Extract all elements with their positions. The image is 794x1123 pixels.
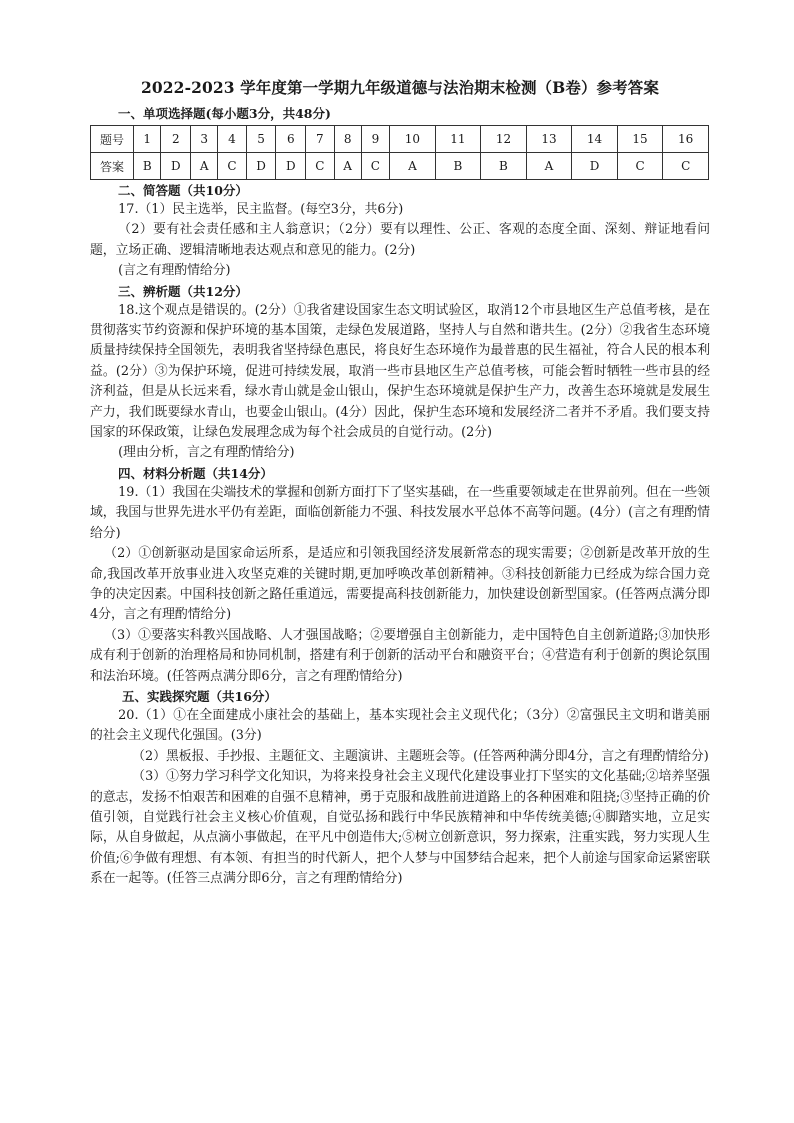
answer-cell: B — [134, 153, 161, 180]
section-3-heading: 三、辨析题（共12分） — [118, 283, 248, 299]
question-number-cell: 15 — [617, 126, 663, 153]
question-number-cell: 13 — [526, 126, 572, 153]
answer-cell: D — [572, 153, 618, 180]
answer-cell: B — [435, 153, 481, 180]
answer-cell: D — [161, 153, 191, 180]
section-4-heading: 四、材料分析题（共14分） — [118, 465, 273, 481]
answer-cell: C — [617, 153, 663, 180]
document-title: 2022-2023 学年度第一学期九年级道德与法治期末检测（B卷）参考答案 — [141, 78, 659, 97]
question-20-part-2: （2）黑板报、手抄报、主题征文、主题演讲、主题班会等。(任答两种满分即4分，言之有理酌情给分) — [132, 748, 709, 764]
row-label-question-number: 题号 — [91, 126, 134, 153]
section-1-heading: 一、单项选择题(每小题3分，共48分) — [118, 106, 331, 121]
table-row-question-numbers — [91, 126, 709, 153]
answer-cell: C — [218, 153, 246, 180]
row-label-answer: 答案 — [91, 153, 134, 180]
answer-cell: C — [361, 153, 389, 180]
table-row-answers — [91, 153, 709, 180]
answer-sheet-page — [90, 72, 710, 890]
question-number-cell: 4 — [218, 126, 246, 153]
question-number-cell: 5 — [246, 126, 276, 153]
question-number-cell: 9 — [361, 126, 389, 153]
answer-cell: D — [246, 153, 276, 180]
question-number-cell: 10 — [390, 126, 436, 153]
answer-table — [90, 125, 709, 180]
answer-cell: A — [191, 153, 218, 180]
answer-cell: C — [663, 153, 709, 180]
question-number-cell: 6 — [276, 126, 306, 153]
answer-cell: A — [526, 153, 572, 180]
question-20-part-1: 20.（1）①在全面建成小康社会的基础上，基本实现社会主义现代化；（3分）②富强民主文明和谐美丽的社会主义现代化强国。(3分) — [90, 707, 710, 744]
answer-cell: A — [334, 153, 361, 180]
section-2-heading: 二、简答题（共10分） — [118, 183, 248, 198]
question-19-part-1: 19.（1）我国在尖端技术的掌握和创新方面打下了坚实基础，在一些重要领域走在世界前列。但在一些领域，我国与世界先进水平仍有差距，面临创新能力不强、科技发展水平总体不高等问题。(4分）(言之有理酌情给分) — [90, 484, 710, 541]
question-number-cell: 12 — [481, 126, 527, 153]
answer-cell: C — [306, 153, 334, 180]
answer-cell: D — [276, 153, 306, 180]
question-19-part-3: （3）①要落实科教兴国战略、人才强国战略；②要增强自主创新能力，走中国特色自主创新道路;③加快形成有利于创新的治理格局和协同机制，搭建有利于创新的活动平台和融资平台；④营造有利于创新的舆论氛围和法治环境。(任答两点满分即6分，言之有理酌情给分) — [90, 627, 710, 684]
question-20-part-3: （3）①努力学习科学文化知识，为将来投身社会主义现代化建设事业打下坚实的文化基础;②培养坚强的意志，发扬不怕艰苦和困难的自强不息精神，勇于克服和战胜前进道路上的各种困难和阻挠;③坚持正确的价值引领，自觉践行社会主义核心价值观，自觉弘扬和践行中华民族精神和中华传统美德;④脚踏实地，立足实际，从自身做起，从点滴小事做起，在平凡中创造伟大;⑤树立创新意识，努力探索，注重实践，努力实现人生价值;⑥争做有理想、有本领、有担当的时代新人，把个人梦与中国梦结合起来，把个人前途与国家命运紧密联系在一起等。(任答三点满分即6分，言之有理酌情给分) — [90, 769, 710, 887]
answer-cell: B — [481, 153, 527, 180]
grading-note: (理由分析，言之有理酌情给分) — [118, 445, 295, 461]
question-number-cell: 2 — [161, 126, 191, 153]
question-number-cell: 11 — [435, 126, 481, 153]
grading-note: (言之有理酌情给分) — [118, 263, 231, 279]
question-17-part-2: （2）要有社会责任感和主人翁意识；（2分）要有以理性、公正、客观的态度全面、深刻、辩证地看问题，立场正确、逻辑清晰地表达观点和意见的能力。(2分) — [90, 222, 710, 258]
question-number-cell: 14 — [572, 126, 618, 153]
question-number-cell: 8 — [334, 126, 361, 153]
question-number-cell: 7 — [306, 126, 334, 153]
section-5-heading: 五、实践探究题（共16分） — [122, 688, 277, 704]
question-number-cell: 3 — [191, 126, 218, 153]
question-number-cell: 16 — [663, 126, 709, 153]
question-number-cell: 1 — [134, 126, 161, 153]
question-17-part-1: 17.（1）民主选举，民主监督。(每空3分，共6分) — [118, 202, 404, 217]
question-18-answer: 18.这个观点是错误的。(2分）①我省建设国家生态文明试验区，取消12个市县地区生产总值考核，是在贯彻落实节约资源和保护环境的基本国策，走绿色发展道路，坚持人与自然和谐共生。(2分）②我省生态环境质量持续保持全国领先，表明我省坚持绿色惠民，将良好生态环境作为最普惠的民生福祉，符合人民的根本利益。(2分）③为保护环境，促进可持续发展，取消一些市县地区生产总值考核，可能会暂时牺牲一些市县的经济利益，但是从长远来看，绿水青山就是金山银山，保护生态环境就是保护生产力，改善生态环境就是发展生产力，我们既要绿水青山，也要金山银山。(4分）因此，保护生态环境和发展经济二者并不矛盾。我们要支持国家的环保政策，让绿色发展理念成为每个社会成员的自觉行动。(2分) — [90, 302, 710, 441]
answer-cell: A — [390, 153, 436, 180]
question-19-part-2: （2）①创新驱动是国家命运所系，是适应和引领我国经济发展新常态的现实需要；②创新是改革开放的生命,我国改革开放事业进入攻坚克难的关键时期,更加呼唤改革创新精神。③科技创新能力已经成为综合国力竞争的决定因素。中国科技创新之路任重道远，需要提高科技创新能力，加快建设创新型国家。(任答两点满分即4分，言之有理酌情给分) — [90, 546, 710, 623]
